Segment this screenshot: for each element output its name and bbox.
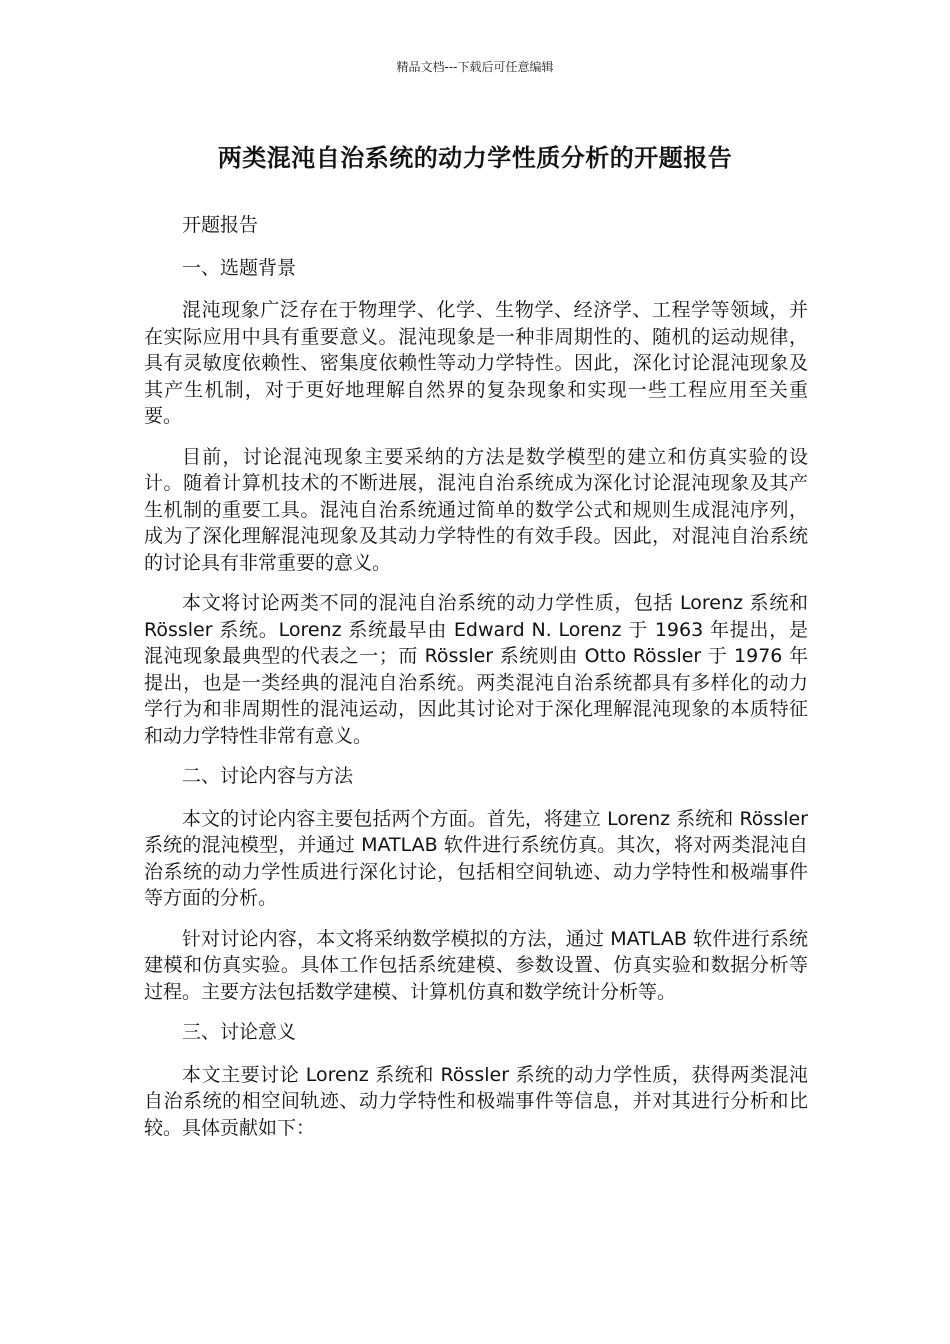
report-subtitle: 开题报告 [182, 214, 259, 236]
paragraph: 本文主要讨论 Lorenz 系统和 Rössler 系统的动力学性质，获得两类混沌自治系统的相空间轨迹、动力学特性和极端事件等信息，并对其进行分析和比较。具体贡献如下： [144, 1063, 808, 1139]
header-watermark: 精品文档---下载后可任意编辑 [396, 60, 554, 74]
document-title: 两类混沌自治系统的动力学性质分析的开题报告 [217, 144, 733, 172]
section-heading-significance: 三、讨论意义 [182, 1021, 297, 1043]
paragraph: 针对讨论内容，本文将采纳数学模拟的方法，通过 MATLAB 软件进行系统建模和仿真实验。具体工作包括系统建模、参数设置、仿真实验和数据分析等过程。主要方法包括数学建模、计算机仿真和数学统计分析等。 [144, 927, 808, 1003]
paragraph: 本文将讨论两类不同的混沌自治系统的动力学性质，包括 Lorenz 系统和 Rössler 系统。Lorenz 系统最早由 Edward N. Lorenz 于 1963 年提出，是混沌现象最典型的代表之一；而 Rössler 系统则由 Otto Rössler 于 1976 年提出，也是一类经典的混沌自治系统。两类混沌自治系统都具有多样化的动力学行为和非周期性的混沌运动，因此其讨论对于深化理解混沌现象的本质特征和动力学特性非常有意义。 [144, 592, 808, 747]
section-heading-background: 一、选题背景 [182, 256, 297, 279]
paragraph: 混沌现象广泛存在于物理学、化学、生物学、经济学、工程学等领域，并在实际应用中具有重要意义。混沌现象是一种非周期性的、随机的运动规律，具有灵敏度依赖性、密集度依赖性等动力学特性。因此，深化讨论混沌现象及其产生机制，对于更好地理解自然界的复杂现象和实现一些工程应用至关重要。 [144, 299, 808, 427]
document-body [144, 212, 808, 1155]
section-heading-content-method: 二、讨论内容与方法 [182, 765, 354, 787]
paragraph: 本文的讨论内容主要包括两个方面。首先，将建立 Lorenz 系统和 Rössler 系统的混沌模型，并通过 MATLAB 软件进行系统仿真。其次，将对两类混沌自治系统的动力学性质进行深化讨论，包括相空间轨迹、动力学特性和极端事件等方面的分析。 [144, 807, 808, 909]
paragraph: 目前，讨论混沌现象主要采纳的方法是数学模型的建立和仿真实验的设计。随着计算机技术的不断进展，混沌自治系统成为深化讨论混沌现象及其产生机制的重要工具。混沌自治系统通过简单的数学公式和规则生成混沌序列，成为了深化理解混沌现象及其动力学特性的有效手段。因此，对混沌自治系统的讨论具有非常重要的意义。 [144, 445, 808, 574]
